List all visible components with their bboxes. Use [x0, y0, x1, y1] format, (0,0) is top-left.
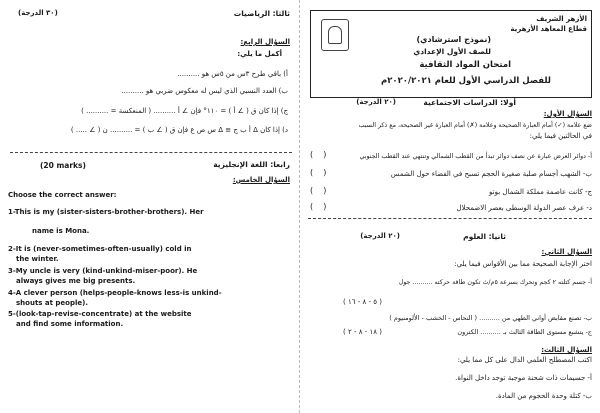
science-item-a: أ- جسم كتلته ٢ كجم وتحرك بسرعة ٥م/ث تكون طاقة حركته .......... جول	[398, 279, 592, 286]
science-item-c-options: ( ١٨ - ٨ - ٢ )	[343, 328, 382, 336]
term-label: للفصل الدراسي الأول للعام ٢٠٢٠/٢٠٢١م	[381, 76, 551, 86]
q2-instruction: اختر الإجابة الصحيحة مما بين الأقواس فيما يلي:	[454, 260, 592, 268]
q2-heading: السؤال الثاني:	[541, 248, 592, 256]
science-term-a: أ- جسيمات ذات شحنة موجبة توجد داخل النواة.	[455, 374, 592, 382]
science-term-b: ب- كتلة وحدة الحجوم من المادة.	[495, 392, 592, 400]
social-item-c: ج- كانت عاصمة مملكة الشمال بوتو	[489, 188, 592, 196]
section-divider	[308, 218, 592, 219]
english-item-2b: the winter.	[16, 255, 59, 263]
social-instruction-1: ضع علامة (✓) أمام العبارة الصحيحة وعلامة (✗) أمام العبارة غير الصحيحة، مع ذكر السبب	[358, 122, 592, 129]
math-item-d: د) إذا كان Δ أ ب ج ≡ Δ س ص ع فإن ق ( ∠ ب ) = .......... ن ( ∠ ..... )	[70, 126, 288, 134]
column-divider	[299, 0, 300, 413]
header-box	[310, 10, 592, 98]
english-item-3b: always gives me big presents.	[16, 277, 136, 285]
answer-blank: ( )	[310, 150, 327, 159]
math-item-a: أ) باقي طرح ٣س من ٥س هو ..........	[177, 70, 288, 78]
english-item-5: 5-(look-tap-revise-concentrate) at the website	[8, 310, 192, 318]
science-item-c: ج- يتشبع مستوى الطاقة الثالث بـ .......... الكترون	[457, 328, 592, 336]
q5-heading: السؤال الخامس:	[232, 176, 290, 184]
left-column	[4, 4, 296, 409]
right-column	[304, 4, 596, 409]
science-title: ثانيا: العلوم	[463, 232, 506, 241]
q3-instruction: اكتب المصطلح العلمي الدال على كل مما يلي:	[457, 356, 592, 364]
english-instruction: Choose the correct answer:	[8, 191, 117, 199]
english-title: رابعا: اللغة الإنجليزية	[213, 160, 290, 169]
social-instruction-2: في الحالتين فيما يلي:	[529, 132, 592, 140]
q4-heading: السؤال الرابع:	[240, 38, 290, 46]
english-marks: (20 marks)	[40, 161, 86, 170]
q1-heading: السؤال الأول:	[543, 110, 592, 118]
science-score: (٢٠ الدرجة)	[360, 232, 400, 240]
q4-instruction: أكمل ما يلي:	[237, 50, 282, 58]
math-score: (٣٠ الدرجة)	[18, 9, 58, 17]
grade-label: للصف الأول الإعدادي	[413, 47, 491, 56]
math-item-c: ج) إذا كان ق ( ∠ أ ) = ١١٠° فإن ∠ أ .......... ( المنعكسة = .......... )	[81, 107, 288, 115]
answer-blank: ( )	[310, 202, 327, 211]
social-score: (٢٠ الدرجة)	[356, 98, 396, 106]
q3-heading: السؤال الثالث:	[541, 346, 592, 354]
social-item-d: د- عرف عصر الدولة الوسطى بعصر الاضمحلال	[456, 204, 592, 212]
social-title: أولا: الدراسات الاجتماعية	[423, 98, 516, 107]
social-item-a: أ- دوائر العرض عبارة عن نصف دوائر تبدأ من القطب الشمالي وتنتهي عند القطب الجنوبي	[359, 153, 592, 160]
math-item-b: ب) العدد النسبي الذي ليس له معكوس ضربي هو ..........	[121, 87, 288, 95]
science-item-b: ب- تصنع مقابض أواني الطهي من .......... ( النحاس - الخشب - الألومنيوم )	[389, 314, 592, 322]
science-item-a-options: ( ٥ - ٨ - ١٦ )	[343, 298, 382, 306]
english-item-5b: and find some information.	[16, 320, 124, 328]
section-divider	[10, 152, 292, 153]
math-title: ثالثا: الرياضيات	[233, 9, 290, 18]
answer-blank: ( )	[310, 186, 327, 195]
answer-blank: ( )	[310, 168, 327, 177]
english-item-4b: shouts at people).	[16, 299, 88, 307]
english-item-3: 3-My uncle is very (kind-unkind-miser-poor). He	[8, 267, 198, 275]
header-line2: قطاع المعاهد الأزهرية	[510, 25, 587, 33]
model-label: (نموذج استرشادي)	[416, 35, 491, 44]
header-line1: الأزهر الشريف	[536, 15, 587, 23]
english-item-2: 2-It is (never-sometimes-often-usually) cold in	[8, 245, 192, 253]
english-item-1b: name is Mona.	[32, 227, 90, 235]
exam-title: امتحان المواد الثقافية	[419, 60, 511, 70]
social-item-b: ب- الشهب أجسام صلبة صغيرة الحجم تسبح في الفضاء حول الشمس	[390, 170, 592, 178]
azhar-seal-icon	[321, 19, 349, 51]
english-item-1: 1-This is my (sister-sisters-brother-brothers). Her	[8, 208, 204, 216]
english-item-4: 4-A clever person (helps-people-knows less-is unkind-	[8, 289, 222, 297]
